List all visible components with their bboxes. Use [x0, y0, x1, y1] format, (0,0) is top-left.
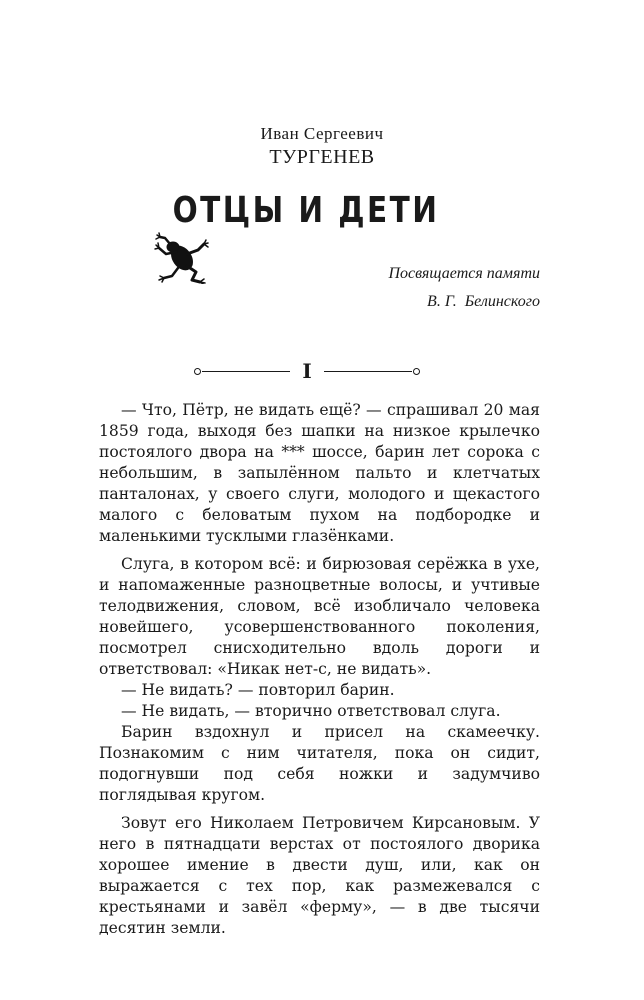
paragraph: Зовут его Николаем Петровичем Кирсановым. У него в пятнадцати верстах от постоялого дворика хорошее имение в двести душ, или, как он выражается с тех пор, как размежевался с крестьянами и завёл «ферму», — в две тысячи десятин земли.	[99, 814, 540, 937]
author-first-name: Иван Сергеевич	[260, 124, 384, 143]
dedication	[260, 260, 540, 316]
frog-icon	[154, 232, 210, 284]
paragraph: — Не видать? — повторил барин.	[121, 681, 395, 699]
dedication-line-2: В. Г. Белинского	[427, 293, 540, 310]
paragraph: Барин вздохнул и присел на скамеечку. Познакомим с ним читателя, пока он сидит, подогнувши под себя ножки и задумчиво поглядывая кругом.	[99, 723, 540, 804]
ornament-dot-right	[413, 368, 420, 375]
chapter-number: I	[302, 359, 312, 383]
chapter-heading	[194, 356, 420, 386]
chapter-text	[99, 400, 540, 939]
paragraph: — Что, Пётр, не видать ещё? — спрашивал 20 мая 1859 года, выходя без шапки на низкое крылечко постоялого двора на *** шоссе, барин лет сорока с небольшим, в запылённом пальто и клетчатых панталонах, у своего слуги, молодого и щекастого малого с беловатым пухом на подбородке и маленькими тусклыми глазёнками.	[99, 401, 540, 545]
paragraph: — Не видать, — вторично ответствовал слуга.	[121, 702, 501, 720]
dedication-line-1: Посвящается памяти	[388, 265, 540, 282]
paragraph: Слуга, в котором всё: и бирюзовая серёжка в ухе, и напомаженные разноцветные волосы, и учтивые телодвижения, словом, всё изобличало человека новейшего, усовершенствованного поколения, посмотрел снисходительно вдоль дороги и ответствовал: «Никак нет-с, не видать».	[99, 555, 540, 678]
book-title: ОТЦЫ И ДЕТИ	[172, 190, 440, 231]
author-last-name: ТУРГЕНЕВ	[269, 146, 375, 168]
ornament-rule-right	[324, 371, 412, 372]
